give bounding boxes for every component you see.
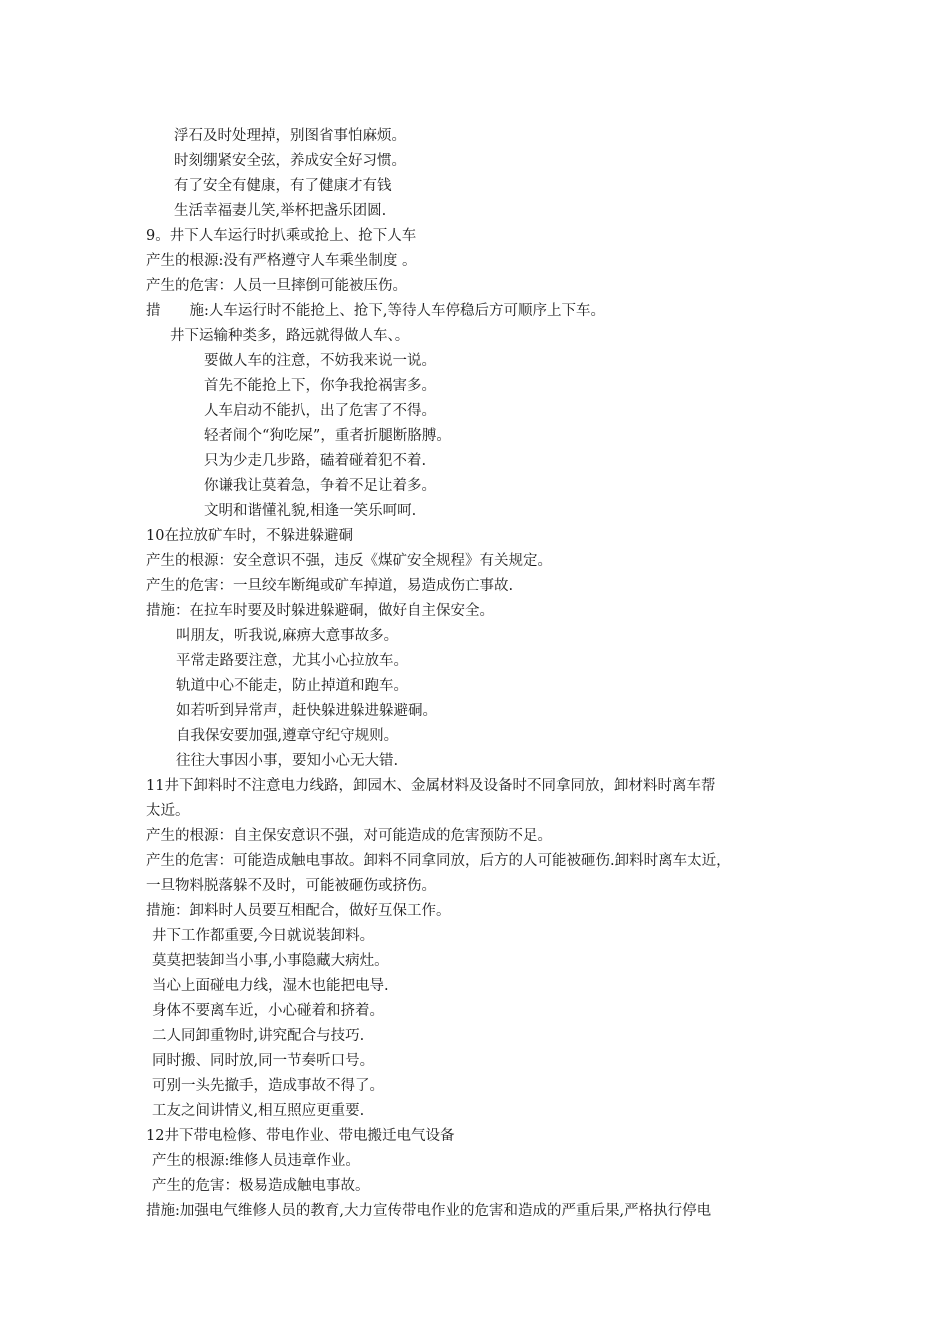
text-line: 10在拉放矿车时，不躲进躲避硐 (146, 528, 353, 544)
text-line: 可别一头先撤手，造成事故不得了。 (152, 1078, 384, 1094)
text-line: 莫莫把装卸当小事,小事隐藏大病灶。 (152, 953, 389, 969)
text-line: 产生的根源:维修人员违章作业。 (152, 1153, 360, 1169)
text-line: 自我保安要加强,遵章守纪守规则。 (176, 728, 399, 744)
text-line: 井下工作都重要,今日就说装卸料。 (152, 928, 375, 944)
text-line: 措 施:人车运行时不能抢上、抢下,等待人车停稳后方可顺序上下车。 (146, 303, 605, 319)
text-line: 产生的危害：一旦绞车断绳或矿车掉道，易造成伤亡事故. (146, 578, 514, 594)
text-line: 人车启动不能扒，出了危害了不得。 (204, 403, 436, 419)
text-line: 措施:加强电气维修人员的教育,大力宣传带电作业的危害和造成的严重后果,严格执行停电 (146, 1203, 712, 1219)
text-line: 产生的根源：自主保安意识不强，对可能造成的危害预防不足。 (146, 828, 552, 844)
text-line: 9。井下人车运行时扒乘或抢上、抢下人车 (146, 228, 417, 244)
text-line: 要做人车的注意，不妨我来说一说。 (204, 353, 436, 369)
text-line: 生活幸福妻儿笑,举杯把盏乐团圆. (174, 203, 387, 219)
text-line: 二人同卸重物时,讲究配合与技巧. (152, 1028, 365, 1044)
text-line: 首先不能抢上下，你争我抢祸害多。 (204, 378, 436, 394)
text-line: 产生的危害：人员一旦摔倒可能被压伤。 (146, 278, 407, 294)
text-line: 浮石及时处理掉，别图省事怕麻烦。 (174, 128, 406, 144)
text-line: 11井下卸料时不注意电力线路，卸园木、金属材料及设备时不同拿同放，卸材料时离车帮 (146, 778, 716, 794)
text-line: 文明和谐懂礼貌,相逢一笑乐呵呵. (204, 503, 417, 519)
text-line: 往往大事因小事，要知小心无大错. (176, 753, 399, 769)
text-line: 轨道中心不能走，防止掉道和跑车。 (176, 678, 408, 694)
text-line: 产生的根源:没有严格遵守人车乘坐制度 。 (146, 253, 417, 269)
text-line: 你谦我让莫着急，争着不足让着多。 (204, 478, 436, 494)
text-line: 工友之间讲情义,相互照应更重要. (152, 1103, 365, 1119)
text-line: 当心上面碰电力线，湿木也能把电导. (152, 978, 389, 994)
text-line: 平常走路要注意，尤其小心拉放车。 (176, 653, 408, 669)
text-line: 产生的危害：极易造成触电事故。 (152, 1178, 370, 1194)
text-line: 产生的危害：可能造成触电事故。卸料不同拿同放，后方的人可能被砸伤.卸料时离车太近， (146, 853, 731, 869)
text-line: 如若听到异常声，赶快躲进躲进躲避硐。 (176, 703, 437, 719)
text-line: 井下运输种类多，路远就得做人车、。 (170, 328, 410, 344)
text-line: 叫朋友，听我说,麻痹大意事故多。 (176, 628, 399, 644)
text-line: 措施：在拉车时要及时躲进躲避硐，做好自主保安全。 (146, 603, 494, 619)
document-body (146, 124, 826, 1224)
text-line: 措施：卸料时人员要互相配合，做好互保工作。 (146, 903, 451, 919)
text-line: 产生的根源：安全意识不强，违反《煤矿安全规程》有关规定。 (146, 553, 552, 569)
text-line: 轻者闹个“狗吃屎”，重者折腿断胳膊。 (204, 428, 451, 444)
text-line: 太近。 (146, 803, 190, 819)
text-line: 12井下带电检修、带电作业、带电搬迁电气设备 (146, 1128, 455, 1144)
text-line: 身体不要离车近，小心碰着和挤着。 (152, 1003, 384, 1019)
text-line: 一旦物料脱落躲不及时，可能被砸伤或挤伤。 (146, 878, 436, 894)
text-line: 同时搬、同时放,同一节奏听口号。 (152, 1053, 375, 1069)
text-line: 有了安全有健康，有了健康才有钱 (174, 178, 392, 194)
text-line: 时刻绷紧安全弦，养成安全好习惯。 (174, 153, 406, 169)
text-line: 只为少走几步路，磕着碰着犯不着. (204, 453, 427, 469)
